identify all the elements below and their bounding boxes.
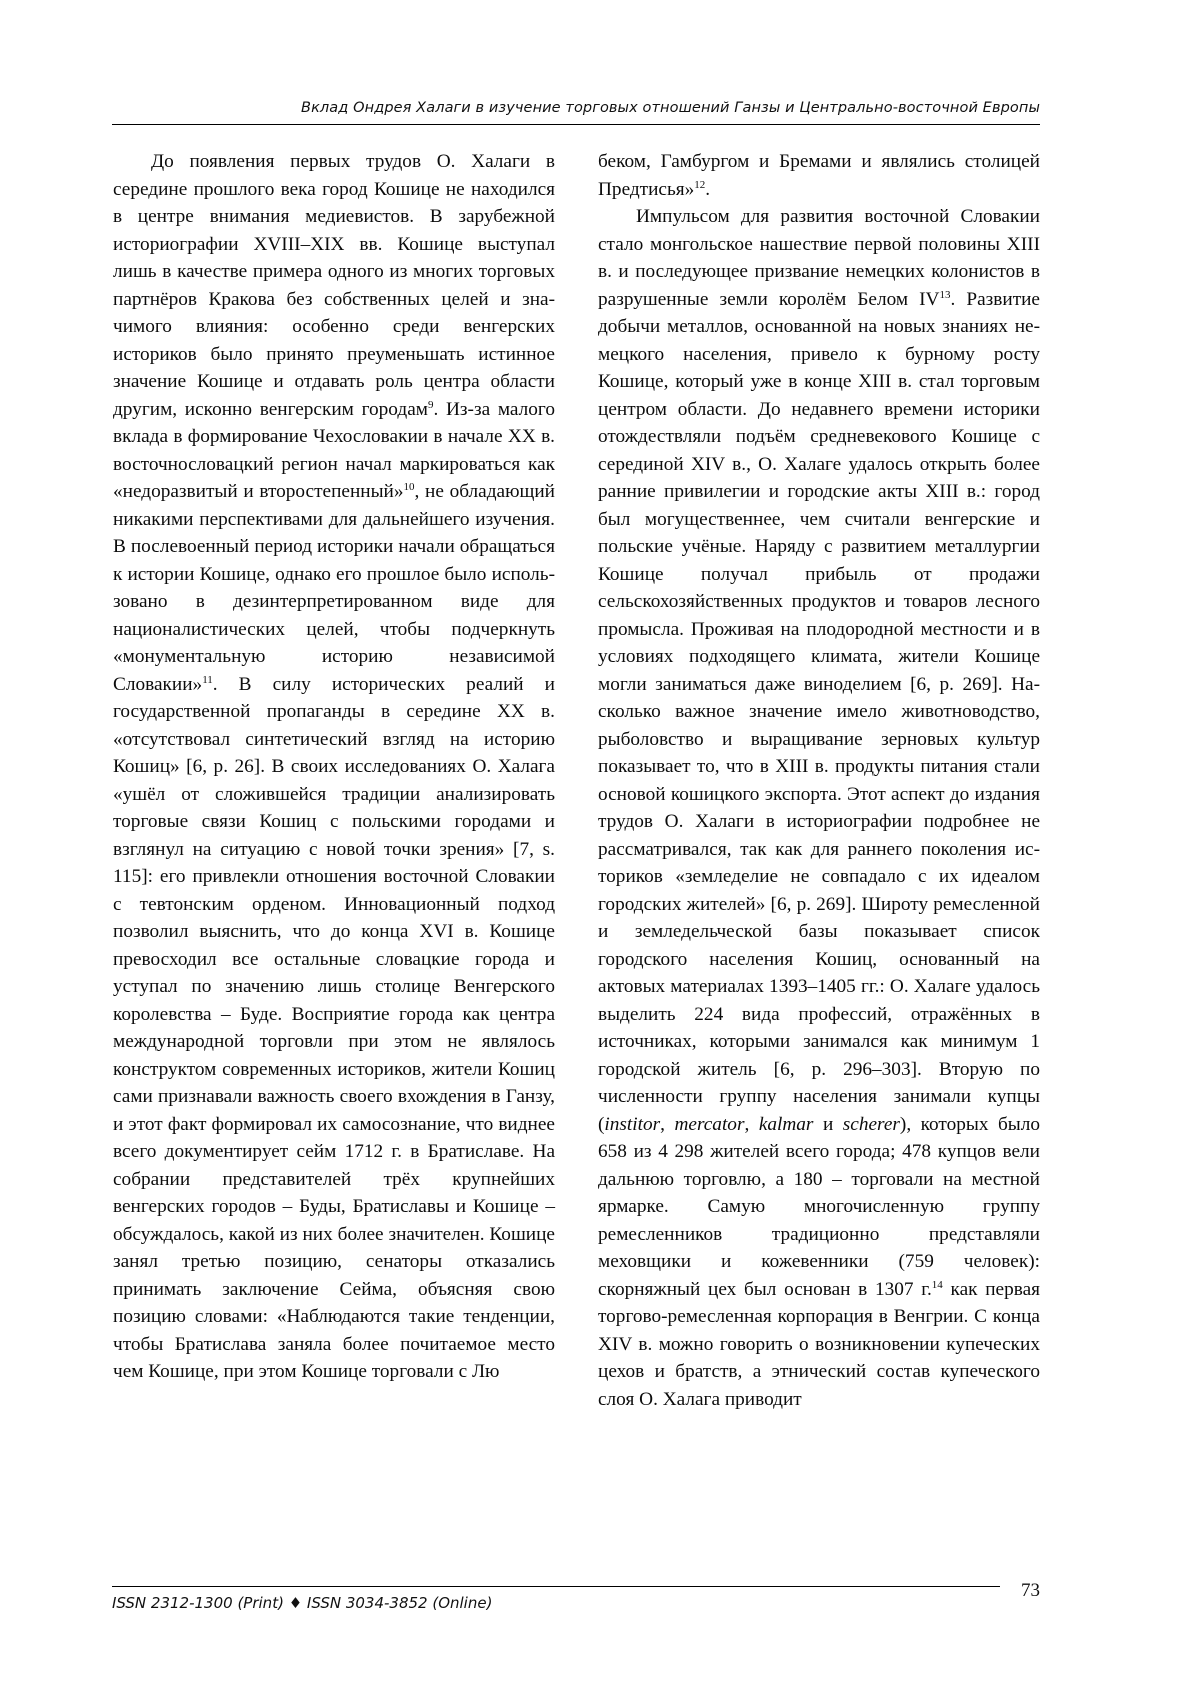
- paragraph: [113, 148, 555, 1386]
- paragraph: [598, 148, 1040, 203]
- footnote-ref[interactable]: 13: [939, 288, 951, 301]
- footnote-ref[interactable]: 9: [427, 398, 434, 411]
- text-run: ), которых было 658 из 4 298 жителей всего города; 478 купцов вели дальнюю торговлю, а 180 – торговали на местной ярмарке. Самую многочисленную группу ремесленников традиционно представляли меховщики и кожевенники (759 человек): скорняжный цех был основан в 1307 г.: [598, 1113, 1041, 1300]
- running-header: Вклад Ондрея Халаги в изучение торговых отношений Ганзы и Центрально-восточной Европы: [301, 100, 1040, 116]
- latin-term: scherer: [842, 1113, 900, 1135]
- text-run: как первая торгово-ремесленная корпорация в Венгрии. С конца XIV в. можно говорить о возникновении купеческих цехов и братств, а этнический состав купеческого слоя О. Халага приводит: [598, 1278, 1041, 1410]
- latin-term: kalmar: [758, 1113, 814, 1135]
- text-run: До появления первых трудов О. Халаги в середине прошлого века город Кошице не находился в центре внимания медиевистов. В зарубежной историографии XVIII–XIX вв. Кошице выступал лишь в качестве примера одного из многих торговых партнёров Кракова без собственных целей и значимого влияния: особенно среди венгерских историков было принято преуменьшать истинное значение Кошице и отдавать роль центра области другим, исконно венгерским городам: [113, 151, 555, 420]
- text-run: .: [705, 178, 711, 200]
- text-run: . В силу исторических реалий и государственной пропаганды в середине XX в. «отсутствовал синтетический взгляд на историю Кошиц» [6, p. 26]. В своих исследованиях О. Халага «ушёл от сложившейся традиции анализировать торговые связи Кошиц с польскими городами и взглянул на ситуацию с новой точки зрения» [7, s. 115]: его привлекли отношения восточной Словакии с тевтонским орденом. Инновационный подход позволил выяснить, что до конца XVI в. Кошице превосходил все остальные словацкие города и уступал по значению лишь столице Венгерского королевства – Буде. Восприятие города как центра международной торговли при этом не являлось конструктом современных историков, жители Кошиц сами признавали важность своего вхождения в Ганзу, и этот факт формировал их самосознание, что виднее всего документирует сейм 1712 г. в Братиславе. На собрании представителей трёх крупнейших венгерских городов – Буды, Братиславы и Кошице – обсуждалось, какой из них более значителен. Кошице занял третью позицию, сенаторы отказались принимать заключение Сейма, объясняя свою позицию словами: «Наблюдаются такие тенденции, чтобы Братислава заняла более почитаемое место чем Кошице, при этом Кошице торговали с Лю: [113, 673, 555, 1382]
- text-run: Импульсом для развития восточной Словакии стало монгольское нашествие первой половины XIII в. и последующее призвание немецких колонистов в разрушенные земли королём Белом IV: [598, 206, 1040, 310]
- header-divider: [112, 124, 1040, 125]
- text-run: ,: [744, 1113, 759, 1135]
- left-column: [113, 148, 555, 1568]
- footnote-ref[interactable]: 11: [202, 673, 213, 686]
- text-run: . Из-за малого вклада в формирование Чехословакии в начале XX в. восточнословацкий регион начал маркироваться как «недоразвитый и второстепенный»: [113, 398, 555, 502]
- text-run: и: [813, 1113, 843, 1135]
- latin-term: mercator: [674, 1113, 745, 1135]
- text-run: . Развитие добычи металлов, основанной на новых знаниях немецкого населения, привело к бурному росту Кошице, который уже в конце XIII в. стал торговым центром области. До недавнего времени историки отождествляли подъём средневекового Кошице с серединой XIV в., О. Халаге удалось открыть более ранние привилегии и городские акты XIII в.: город был могущественнее, чем считали венгерские и польские учёные. Наряду с развитием металлургии Кошице получал прибыль от продажи сельскохозяйственных продуктов и товаров лесного промысла. Проживая на плодородной местности и в условиях подходящего климата, жители Кошице могли заниматься даже виноделием [6, p. 269]. Насколько важное значение имело животноводство, рыболовство и выращивание зерновых культур показывает то, что в XIII в. продукты питания стали основой кошицкого экспорта. Этот аспект до издания трудов О. Халаги в историографии подробнее не рассматривался, так как для раннего поколения историков «земледелие не совпадало с их идеалом городских жителей» [6, p. 269]. Широту ремесленной и земледельческой базы показывает список городского населения Кошиц, основанный на актовых материалах 1393–1405 гг.: О. Халаге удалось выделить 224 вида профессий, отражённых в источниках, которыми занимался как минимум 1 городской житель [6, p. 296–303]. Вторую по численности группу населения занимали купцы (: [598, 288, 1040, 1135]
- footnote-ref[interactable]: 12: [694, 178, 706, 191]
- text-run: ,: [660, 1113, 675, 1135]
- latin-term: institor: [604, 1113, 661, 1135]
- footnote-ref[interactable]: 14: [931, 1278, 943, 1291]
- right-column: [598, 148, 1040, 1568]
- text-run: , не обладающий никакими перспективами для дальнейшего изучения. В послевоенный период историки начали обращаться к истории Кошице, однако его прошлое было использовано в дезинтерпретированном виде для националистических целей, чтобы подчеркнуть «монументальную историю независимой Словакии»: [113, 481, 555, 695]
- text-run: беком, Гамбургом и Бремами и являлись столицей Предтисья»: [598, 151, 1040, 200]
- footer-divider: [112, 1586, 1000, 1587]
- footer-issn: ISSN 2312-1300 (Print) ♦ ISSN 3034-3852 (Online): [112, 1594, 493, 1612]
- footnote-ref[interactable]: 10: [403, 481, 415, 493]
- paragraph: [598, 203, 1040, 1413]
- page-number: 73: [1021, 1580, 1040, 1601]
